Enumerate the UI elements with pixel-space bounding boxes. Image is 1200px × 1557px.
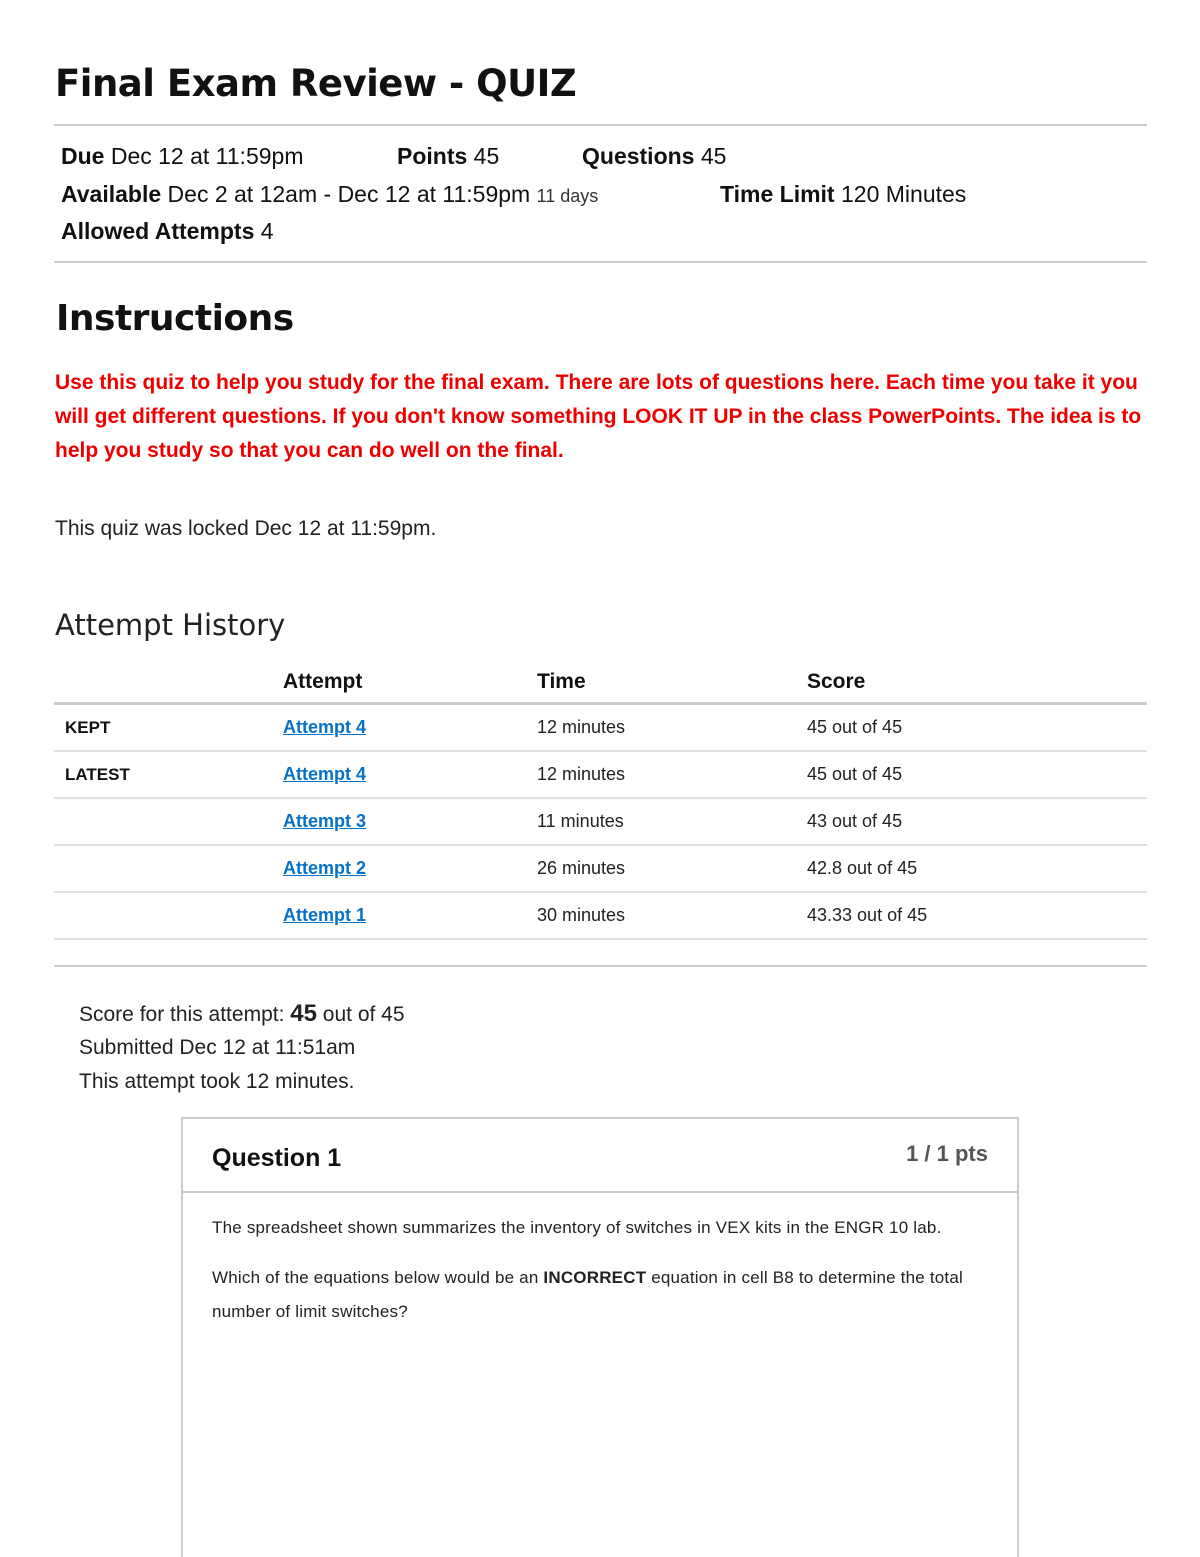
available-field: Available Dec 2 at 12am - Dec 12 at 11:59pm 11 days [61, 181, 599, 207]
column-header-attempt: Attempt [283, 662, 537, 704]
column-header-time: Time [537, 662, 807, 704]
attempt-time: 12 minutes [537, 751, 807, 798]
table-row [54, 751, 1147, 798]
attempt-score: 43.33 out of 45 [807, 892, 1147, 939]
question-emphasis: INCORRECT [543, 1268, 647, 1287]
allowed-attempts-field: Allowed Attempts 4 [61, 218, 274, 244]
attempt-time: 12 minutes [537, 704, 807, 752]
attempt-link[interactable]: Attempt 4 [283, 717, 367, 737]
question-header [183, 1119, 1017, 1193]
question-prompt: Which of the equations below would be an INCORRECT equation in cell B8 to determine the total number of limit switches? [212, 1268, 963, 1321]
question-card [181, 1117, 1019, 1557]
attempt-tag [54, 845, 283, 892]
attempt-score-value: 45 [290, 1000, 317, 1027]
attempt-score-line: Score for this attempt: 45 out of 45 [79, 1000, 405, 1027]
question-text: The spreadsheet shown summarizes the inventory of switches in VEX kits in the ENGR 10 lab. [212, 1218, 942, 1237]
header-divider [54, 124, 1147, 126]
attempt-tag [54, 892, 283, 939]
attempt-time: 30 minutes [537, 892, 807, 939]
points-field: Points 45 [397, 143, 500, 169]
question-points: 1 / 1 pts [906, 1141, 988, 1166]
duration-line: This attempt took 12 minutes. [79, 1070, 355, 1093]
attempt-tag: LATEST [54, 751, 283, 798]
table-row [54, 704, 1147, 752]
attempt-tag [54, 798, 283, 845]
table-row [54, 892, 1147, 939]
attempt-link[interactable]: Attempt 1 [283, 905, 367, 925]
summary-divider [54, 965, 1147, 967]
attempt-score: 45 out of 45 [807, 704, 1147, 752]
questions-field: Questions 45 [582, 143, 727, 169]
column-header-score: Score [807, 662, 1147, 704]
attempt-link[interactable]: Attempt 3 [283, 811, 367, 831]
details-divider [54, 261, 1147, 263]
instructions-text: Use this quiz to help you study for the final exam. There are lots of questions here. Each time you take it you will get different questions. If you don't know something LOOK IT UP in the class PowerPoints. The idea is to help you study so that you can do well on the final. [55, 371, 1142, 462]
instructions-heading: Instructions [56, 298, 294, 339]
page-title: Final Exam Review - QUIZ [55, 62, 577, 105]
table-row [54, 798, 1147, 845]
table-row [54, 845, 1147, 892]
attempt-history-table [54, 662, 1147, 940]
attempt-tag: KEPT [54, 704, 283, 752]
question-body [183, 1193, 1017, 1329]
column-header-tag [54, 662, 283, 704]
attempt-score: 45 out of 45 [807, 751, 1147, 798]
due-field: Due Dec 12 at 11:59pm [61, 143, 304, 169]
time-limit-field: Time Limit 120 Minutes [720, 181, 967, 207]
attempt-time: 11 minutes [537, 798, 807, 845]
question-title: Question 1 [212, 1144, 342, 1172]
attempt-link[interactable]: Attempt 2 [283, 858, 367, 878]
attempt-score: 42.8 out of 45 [807, 845, 1147, 892]
table-header-row [54, 662, 1147, 704]
locked-notice: This quiz was locked Dec 12 at 11:59pm. [55, 517, 437, 540]
attempt-score: 43 out of 45 [807, 798, 1147, 845]
submitted-line: Submitted Dec 12 at 11:51am [79, 1036, 356, 1059]
attempt-history-heading: Attempt History [55, 608, 286, 642]
available-duration: 11 days [536, 186, 599, 206]
attempt-time: 26 minutes [537, 845, 807, 892]
attempt-link[interactable]: Attempt 4 [283, 764, 367, 784]
